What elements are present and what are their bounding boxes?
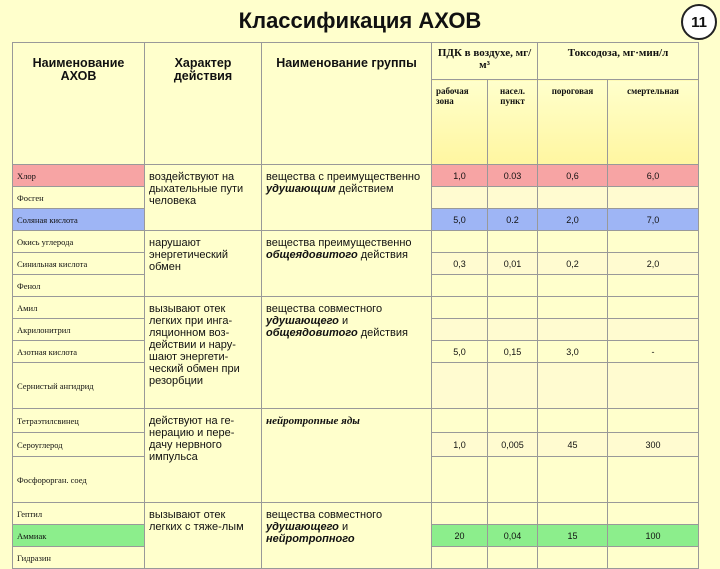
substance-name: Акрилонитрил [13,319,145,341]
value-pdk-work: 1,0 [432,433,488,457]
action-description: вызывают отек легких с тяже-лым [145,503,262,569]
value-pdk-settle: 0,01 [488,253,538,275]
value-pdk-work [432,275,488,297]
substance-name: Сернистый ангидрид [13,363,145,409]
value-tox-threshold: 45 [538,433,608,457]
value-tox-lethal [608,363,699,409]
header-group: Наименование группы [262,43,432,165]
table-row [13,165,699,187]
value-tox-threshold [538,231,608,253]
substance-name: Гидразин [13,547,145,569]
value-pdk-work [432,319,488,341]
substance-name: Фосфорорган. соед [13,457,145,503]
value-pdk-settle [488,275,538,297]
substance-name: Соляная кислота [13,209,145,231]
value-tox-lethal: 7,0 [608,209,699,231]
substance-name: Хлор [13,165,145,187]
value-pdk-settle [488,363,538,409]
value-pdk-work: 5,0 [432,341,488,363]
header-toxodose: Токсодоза, мг·мин/л [538,43,699,80]
value-tox-lethal [608,409,699,433]
table-row [13,231,699,253]
substance-name: Гептил [13,503,145,525]
table-row [13,409,699,433]
value-pdk-work [432,363,488,409]
substance-name: Окись углерода [13,231,145,253]
action-description: воздействуют на дыхательные пути человека [145,165,262,231]
substance-name: Синильная кислота [13,253,145,275]
value-pdk-work [432,547,488,569]
group-description: нейротропные яды [262,409,432,503]
value-tox-threshold [538,297,608,319]
value-tox-threshold [538,319,608,341]
table-body [13,165,699,569]
value-pdk-settle: 0,04 [488,525,538,547]
action-description: нарушают энергетический обмен [145,231,262,297]
value-tox-threshold [538,275,608,297]
action-description: действуют на ге-нерацию и пере-дачу нервного импульса [145,409,262,503]
value-tox-threshold: 0,6 [538,165,608,187]
value-pdk-work [432,503,488,525]
value-tox-lethal [608,457,699,503]
value-tox-threshold [538,457,608,503]
value-tox-threshold: 2,0 [538,209,608,231]
value-pdk-settle: 0.03 [488,165,538,187]
classification-table-wrap [12,42,698,563]
header-tox-lethal: смертельная [608,80,699,165]
value-tox-threshold: 15 [538,525,608,547]
value-pdk-settle [488,187,538,209]
value-tox-threshold: 0,2 [538,253,608,275]
group-description: вещества преимущественно общеядовитого действия [262,231,432,297]
value-pdk-settle: 0.2 [488,209,538,231]
value-tox-lethal [608,319,699,341]
header-pdk-work-zone: рабочая зона [432,80,488,165]
substance-name: Фосген [13,187,145,209]
value-tox-threshold [538,503,608,525]
value-tox-lethal [608,297,699,319]
value-tox-threshold [538,409,608,433]
substance-name: Тетраэтилсвинец [13,409,145,433]
value-pdk-settle [488,457,538,503]
value-pdk-settle [488,297,538,319]
value-pdk-work: 1,0 [432,165,488,187]
table-row [13,297,699,319]
value-tox-lethal: 2,0 [608,253,699,275]
value-pdk-settle: 0,15 [488,341,538,363]
value-tox-lethal: - [608,341,699,363]
value-tox-lethal [608,503,699,525]
page-number-badge: 11 [681,4,717,40]
value-tox-lethal [608,275,699,297]
value-tox-lethal [608,547,699,569]
header-tox-threshold: пороговая [538,80,608,165]
value-pdk-settle [488,319,538,341]
substance-name: Сероуглерод [13,433,145,457]
value-pdk-work [432,457,488,503]
page-title: Классификация АХОВ [238,8,482,33]
value-pdk-work: 20 [432,525,488,547]
value-tox-lethal: 100 [608,525,699,547]
substance-name: Аммиак [13,525,145,547]
value-tox-threshold: 3,0 [538,341,608,363]
substance-name: Амил [13,297,145,319]
value-pdk-work [432,297,488,319]
value-pdk-work [432,231,488,253]
value-tox-threshold [538,363,608,409]
header-pdk: ПДК в воздухе, мг/м³ [432,43,538,80]
group-description: вещества совместного удушающего и общеядовитого действия [262,297,432,409]
value-tox-lethal [608,231,699,253]
value-pdk-settle: 0,005 [488,433,538,457]
header-action: Характер действия [145,43,262,165]
value-tox-threshold [538,547,608,569]
value-tox-lethal [608,187,699,209]
group-description: вещества совместного удушающего и нейротропного [262,503,432,569]
value-tox-lethal: 300 [608,433,699,457]
classification-table [12,42,699,569]
value-pdk-work: 0,3 [432,253,488,275]
value-pdk-settle [488,409,538,433]
group-description: вещества с преимущественно удушающим действием [262,165,432,231]
value-tox-threshold [538,187,608,209]
value-pdk-settle [488,503,538,525]
header-pdk-settlement: насел. пункт [488,80,538,165]
header-name: Наименование АХОВ [13,43,145,165]
value-pdk-settle [488,547,538,569]
table-row [13,503,699,525]
value-pdk-work: 5,0 [432,209,488,231]
substance-name: Азотная кислота [13,341,145,363]
value-pdk-work [432,187,488,209]
value-tox-lethal: 6,0 [608,165,699,187]
substance-name: Фенол [13,275,145,297]
value-pdk-work [432,409,488,433]
action-description: вызывают отек легких при инга-ляционном воз-действии и нару-шают энергети-ческий обмен при резорбции [145,297,262,409]
value-pdk-settle [488,231,538,253]
